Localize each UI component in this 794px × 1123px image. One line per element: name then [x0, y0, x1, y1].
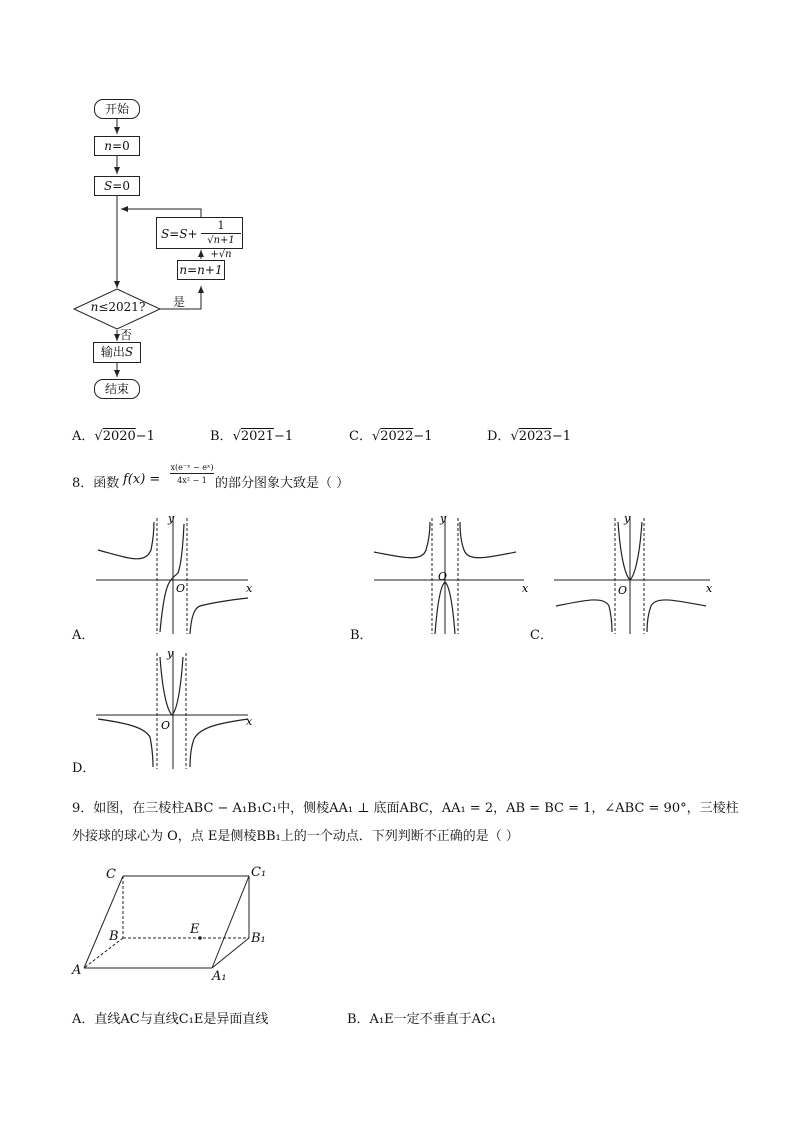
- edge-c-a: [84, 876, 123, 968]
- q7-option-tail: −1: [273, 429, 294, 444]
- flow-no-label: 否: [120, 328, 133, 342]
- label-c1: C₁: [251, 865, 267, 880]
- q7-option-radicand: 2021: [240, 429, 274, 444]
- x-axis-label: x: [246, 582, 253, 595]
- flow-update-s-num: 1: [201, 219, 241, 234]
- q7-option-a: [72, 425, 155, 444]
- q7-option-letter: A．: [72, 429, 95, 444]
- flow-init-s: [94, 176, 140, 196]
- origin-label: O: [161, 719, 171, 732]
- q8-graph-b-letter: B．: [350, 628, 373, 643]
- q8-numerator: x(e⁻ˣ − eˣ): [170, 463, 214, 472]
- q7-option-b: [210, 425, 293, 444]
- flow-condition-rest: ≤2021?: [98, 300, 146, 314]
- label-a1: A₁: [212, 969, 227, 984]
- sqrt-icon: √: [510, 429, 519, 444]
- q8-suffix: 的部分图象大致是（ ）: [215, 476, 350, 491]
- curve-left-branch: [98, 522, 154, 559]
- q7-option-tail: −1: [551, 429, 571, 444]
- x-axis-label: x: [246, 715, 253, 728]
- q7-option-letter: C．: [349, 429, 372, 444]
- label-e: E: [190, 922, 200, 937]
- q7-option-letter: D．: [487, 429, 511, 444]
- q8-prefix: 8．函数: [72, 476, 120, 491]
- flow-end: 结束: [94, 379, 140, 399]
- flow-output-text: 输出: [100, 345, 125, 359]
- edge-c1-a1: [212, 876, 249, 968]
- y-axis-label: y: [624, 512, 631, 525]
- flow-update-s: [156, 217, 243, 260]
- q7-option-c: [349, 425, 433, 444]
- flow-init-n: [94, 136, 140, 156]
- flow-init-s-rest: =0: [112, 179, 130, 193]
- flow-init-n-rest: =0: [112, 139, 130, 153]
- flow-start: 开始: [94, 99, 140, 119]
- q7-option-d: [487, 425, 571, 444]
- q8-graph-b: [368, 510, 538, 640]
- y-axis-label: y: [167, 647, 174, 660]
- q8-graph-a: [90, 510, 260, 640]
- label-c: C: [106, 867, 116, 882]
- label-a: A: [72, 963, 82, 978]
- sqrt-icon: √: [371, 429, 381, 444]
- q7-option-radicand: 2023: [518, 429, 552, 444]
- q9-option-a: A．直线AC与直线C₁E是异面直线: [72, 1012, 269, 1027]
- origin-label: O: [618, 584, 628, 597]
- x-axis-label: x: [522, 582, 529, 595]
- q8-graph-d: [90, 645, 260, 775]
- flow-update-s-prefix: S=S+: [161, 227, 198, 241]
- q9-prism-diagram: [60, 858, 290, 988]
- curve-right-branch: [190, 598, 248, 634]
- q8-graph-a-letter: A．: [72, 628, 95, 643]
- q7-option-radicand: 2020: [102, 429, 136, 444]
- sqrt-icon: √: [232, 429, 241, 444]
- q8-denominator: 4x² − 1: [177, 476, 207, 485]
- q7-option-tail: −1: [413, 429, 433, 444]
- x-axis-label: x: [706, 582, 713, 595]
- flow-output: [93, 342, 141, 363]
- label-b: B: [109, 929, 119, 944]
- label-b1: B₁: [251, 931, 266, 946]
- q7-option-letter: B．: [210, 429, 233, 444]
- curve-middle-branch: [160, 524, 184, 632]
- flow-output-var: S: [124, 345, 134, 359]
- q8-graph-d-letter: D．: [72, 761, 96, 776]
- y-axis-label: y: [168, 512, 175, 525]
- flow-condition-var: n: [90, 300, 99, 314]
- y-axis-label: y: [440, 512, 447, 525]
- q9-option-b: B．A₁E一定不垂直于AC₁: [347, 1012, 497, 1027]
- flow-init-n-var: n: [104, 139, 113, 153]
- q9-line-2: 外接球的球心为 O，点 E是侧棱BB₁上的一个动点．下列判断不正确的是（ ）: [72, 829, 519, 844]
- origin-label: O: [438, 570, 448, 583]
- flow-condition: [88, 300, 148, 314]
- q8-graph-c-letter: C．: [530, 628, 553, 643]
- flow-update-n: [177, 260, 225, 280]
- flow-yes-label: 是: [173, 295, 186, 309]
- q9-line-1: 9．如图，在三棱柱ABC − A₁B₁C₁中，侧棱AA₁ ⊥ 底面ABC，AA₁ = 2，AB = BC = 1，∠ABC = 90°，三棱柱: [72, 801, 739, 816]
- q8-graph-c: [550, 510, 720, 640]
- q7-option-radicand: 2022: [380, 429, 414, 444]
- flow-init-s-var: S: [104, 179, 113, 193]
- q7-option-tail: −1: [135, 429, 155, 444]
- flow-update-s-den: √n+1 +√n: [207, 235, 235, 260]
- flow-update-n-text: n=n+1: [179, 263, 223, 277]
- origin-label: O: [176, 582, 186, 595]
- q8-func: f(x) =: [123, 472, 161, 487]
- flowchart-connectors: [0, 0, 300, 420]
- sqrt-icon: √: [94, 429, 103, 444]
